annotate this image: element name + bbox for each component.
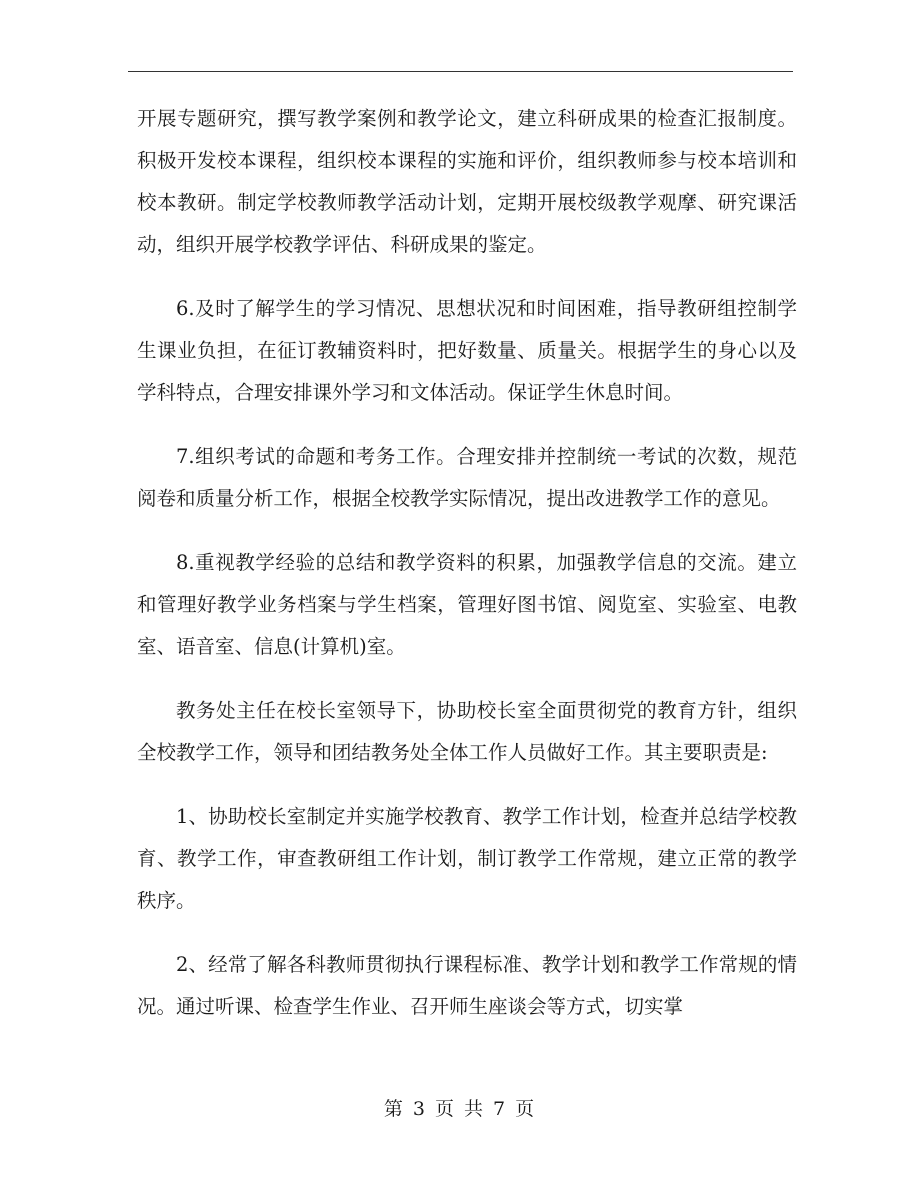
paragraph-duty-1: 1、协助校长室制定并实施学校教育、教学工作计划，检查并总结学校教育、教学工作，审查教研组工作计划，制订教学工作常规，建立正常的教学秩序。 xyxy=(137,805,797,912)
paragraph-duty-2: 2、经常了解各科教师贯彻执行课程标准、教学计划和教学工作常规的情况。通过听课、检查学生作业、召开师生座谈会等方式，切实掌 xyxy=(137,953,797,1018)
page-footer: 第 3 页 共 7 页 xyxy=(383,1098,537,1120)
document-body xyxy=(137,98,797,1050)
paragraph-item-7: 7.组织考试的命题和考务工作。合理安排并控制统一考试的次数，规范阅卷和质量分析工作，根据全校教学实际情况，提出改进教学工作的意见。 xyxy=(137,445,797,510)
paragraph-research: 开展专题研究，撰写教学案例和教学论文，建立科研成果的检查汇报制度。积极开发校本课程，组织校本课程的实施和评价，组织教师参与校本培训和校本教研。制定学校教师教学活动计划，定期开展校级教学观摩、研究课活动，组织开展学校教学评估、科研成果的鉴定。 xyxy=(137,107,797,256)
paragraph-director-intro: 教务处主任在校长室领导下，协助校长室全面贯彻党的教育方针，组织全校教学工作，领导和团结教务处全体工作人员做好工作。其主要职责是: xyxy=(137,699,797,764)
paragraph-item-8: 8.重视教学经验的总结和教学资料的积累，加强教学信息的交流。建立和管理好教学业务档案与学生档案，管理好图书馆、阅览室、实验室、电教室、语音室、信息(计算机)室。 xyxy=(137,551,797,658)
paragraph-item-6: 6.及时了解学生的学习情况、思想状况和时间困难，指导教研组控制学生课业负担，在征订教辅资料时，把好数量、质量关。根据学生的身心以及学科特点，合理安排课外学习和文体活动。保证学生休息时间。 xyxy=(137,297,797,404)
header-rule xyxy=(128,71,793,72)
